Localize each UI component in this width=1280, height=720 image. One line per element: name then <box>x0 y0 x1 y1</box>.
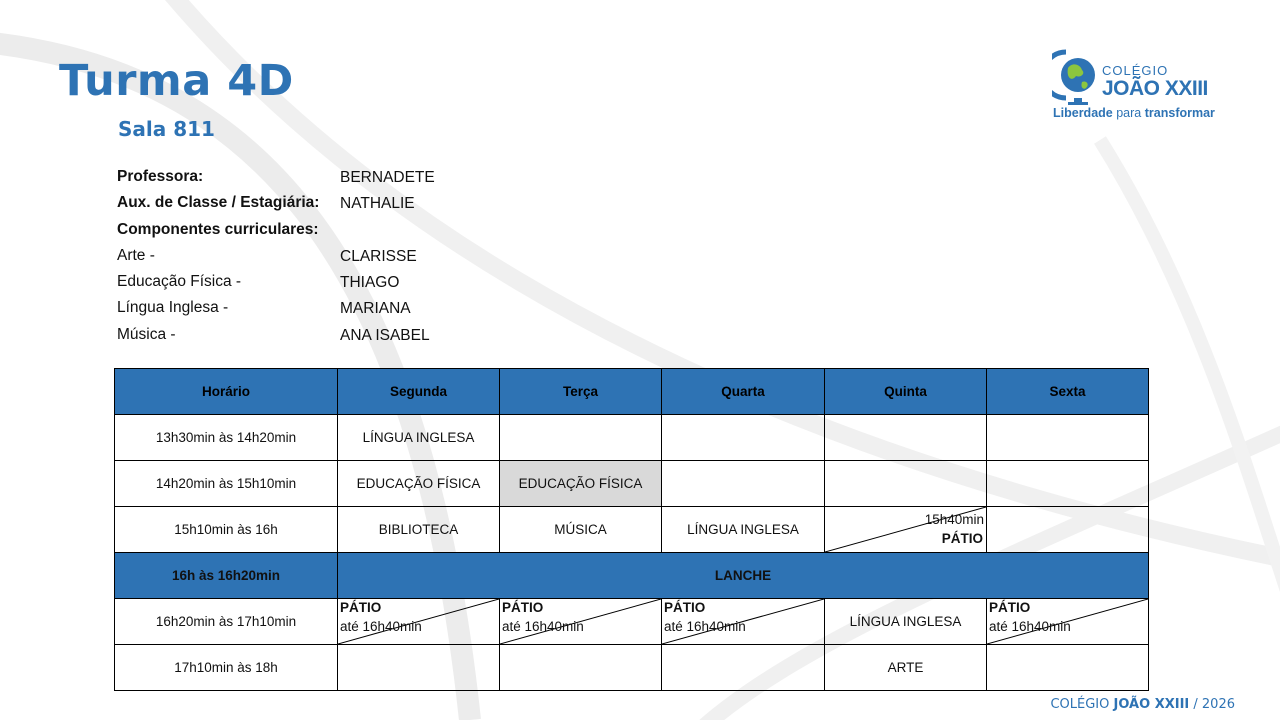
info-label: Língua Inglesa - <box>117 299 229 317</box>
table-cell: MÚSICA <box>500 507 662 553</box>
split-cell <box>987 599 1149 645</box>
tagline-word-1: Liberdade <box>1053 106 1113 120</box>
table-row <box>115 645 1149 691</box>
lanche-row <box>115 553 1149 599</box>
table-cell <box>338 645 500 691</box>
table-row <box>115 599 1149 645</box>
table-cell <box>662 461 825 507</box>
info-value: ANA ISABEL <box>340 326 430 344</box>
split-cell-content <box>825 507 986 552</box>
table-cell <box>987 507 1149 553</box>
info-label: Arte - <box>117 246 155 264</box>
page-subtitle: Sala 811 <box>118 117 215 141</box>
split-cell <box>500 599 662 645</box>
split-cell-label: PÁTIO <box>989 600 1031 615</box>
footer-school-name: JOÃO XXIII <box>1113 697 1190 712</box>
split-cell-content <box>987 599 1148 644</box>
split-cell-label: PÁTIO <box>664 600 706 615</box>
table-cell <box>500 645 662 691</box>
split-cell-content <box>662 599 824 644</box>
info-value: MARIANA <box>340 300 411 318</box>
split-cell <box>338 599 500 645</box>
table-cell <box>987 645 1149 691</box>
table-header-row <box>115 369 1149 415</box>
table-cell: LÍNGUA INGLESA <box>338 415 500 461</box>
split-cell <box>662 599 825 645</box>
split-cell-content <box>500 599 661 644</box>
split-cell-label: PÁTIO <box>941 531 983 546</box>
lanche-cell: LANCHE <box>338 553 1149 599</box>
split-cell-time: até 16h40min <box>502 619 584 634</box>
time-cell: 14h20min às 15h10min <box>115 461 338 507</box>
split-cell-label: PÁTIO <box>502 600 544 615</box>
info-label: Aux. de Classe / Estagiária: <box>117 194 320 212</box>
split-cell-label: PÁTIO <box>340 600 382 615</box>
logo-colegio-text: COLÉGIO <box>1102 63 1169 78</box>
table-cell <box>662 415 825 461</box>
header-sexta: Sexta <box>987 369 1149 415</box>
time-cell: 17h10min às 18h <box>115 645 338 691</box>
table-row <box>115 507 1149 553</box>
header-horario: Horário <box>115 369 338 415</box>
logo-tagline <box>1053 106 1215 120</box>
table-cell: LÍNGUA INGLESA <box>825 599 987 645</box>
tagline-word-2: para <box>1116 106 1142 120</box>
table-cell <box>987 415 1149 461</box>
page-title: Turma 4D <box>59 56 294 106</box>
table-cell-highlighted: EDUCAÇÃO FÍSICA <box>500 461 662 507</box>
globe-icon <box>1052 48 1100 106</box>
info-value: NATHALIE <box>340 195 415 213</box>
split-cell-time: até 16h40min <box>664 619 746 634</box>
schedule-table <box>114 368 1149 691</box>
school-logo <box>1050 44 1240 126</box>
table-row <box>115 461 1149 507</box>
split-cell-time: até 16h40min <box>340 619 422 634</box>
table-cell: LÍNGUA INGLESA <box>662 507 825 553</box>
info-label: Educação Física - <box>117 273 242 291</box>
table-cell <box>500 415 662 461</box>
header-quinta: Quinta <box>825 369 987 415</box>
split-cell <box>825 507 987 553</box>
info-label: Música - <box>117 325 176 343</box>
table-cell: BIBLIOTECA <box>338 507 500 553</box>
split-cell-content <box>338 599 499 644</box>
footer <box>1050 697 1235 712</box>
logo-name-text: JOÃO XXIII <box>1102 77 1208 100</box>
time-cell: 15h10min às 16h <box>115 507 338 553</box>
table-cell <box>825 415 987 461</box>
table-cell <box>825 461 987 507</box>
tagline-word-3: transformar <box>1144 106 1215 120</box>
time-cell: 16h20min às 17h10min <box>115 599 338 645</box>
header-quarta: Quarta <box>662 369 825 415</box>
info-label: Professora: <box>117 168 204 185</box>
split-cell-time: até 16h40min <box>989 619 1071 634</box>
header-segunda: Segunda <box>338 369 500 415</box>
table-cell: EDUCAÇÃO FÍSICA <box>338 461 500 507</box>
table-cell <box>987 461 1149 507</box>
table-cell: ARTE <box>825 645 987 691</box>
header-terca: Terça <box>500 369 662 415</box>
footer-year: / 2026 <box>1193 697 1235 712</box>
table-row <box>115 415 1149 461</box>
time-cell: 16h às 16h20min <box>115 553 338 599</box>
info-value: BERNADETE <box>340 169 435 186</box>
info-value: THIAGO <box>340 274 400 292</box>
info-value: CLARISSE <box>340 247 417 265</box>
split-cell-time: 15h40min <box>924 512 984 527</box>
footer-prefix: COLÉGIO <box>1050 697 1110 712</box>
table-cell <box>662 645 825 691</box>
info-label: Componentes curriculares: <box>117 220 319 238</box>
time-cell: 13h30min às 14h20min <box>115 415 338 461</box>
